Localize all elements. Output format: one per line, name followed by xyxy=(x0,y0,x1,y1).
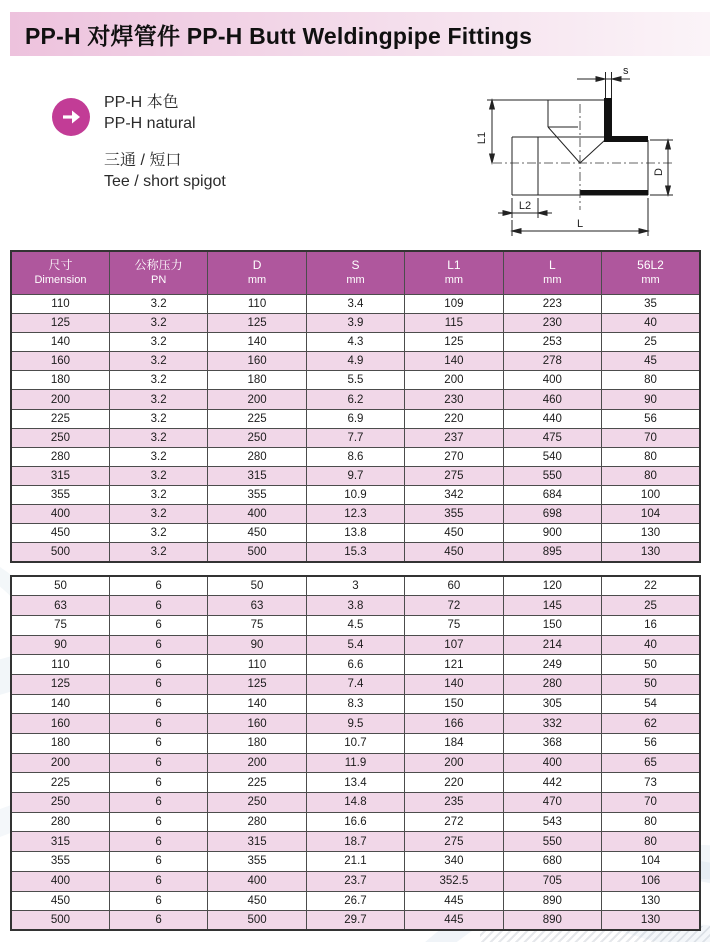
table-cell: 225 xyxy=(208,409,306,428)
table-cell: 250 xyxy=(208,428,306,447)
table-cell: 40 xyxy=(602,635,700,655)
table-cell: 13.8 xyxy=(306,524,404,543)
table-cell: 145 xyxy=(503,596,601,616)
table-cell: 250 xyxy=(208,793,306,813)
table-cell: 125 xyxy=(208,314,306,333)
table-cell: 684 xyxy=(503,485,601,504)
table-cell: 6 xyxy=(109,615,207,635)
table-cell: 160 xyxy=(11,714,109,734)
table-cell: 26.7 xyxy=(306,891,404,911)
spec-table-pn32 xyxy=(10,250,701,563)
table-cell: 460 xyxy=(503,390,601,409)
table-cell: 500 xyxy=(11,911,109,931)
table-cell: 550 xyxy=(503,466,601,485)
table-cell: 272 xyxy=(405,812,503,832)
table-cell: 3.4 xyxy=(306,295,404,314)
table-row xyxy=(11,832,700,852)
table-cell: 3.2 xyxy=(109,371,207,390)
table-row xyxy=(11,447,700,466)
table-cell: 332 xyxy=(503,714,601,734)
table-cell: 445 xyxy=(405,891,503,911)
table-cell: 3.9 xyxy=(306,314,404,333)
table-cell: 115 xyxy=(405,314,503,333)
table-cell: 3.2 xyxy=(109,524,207,543)
table-cell: 5.4 xyxy=(306,635,404,655)
table-row xyxy=(11,371,700,390)
table-row xyxy=(11,871,700,891)
column-header-s: S mm xyxy=(306,251,404,295)
table-row xyxy=(11,655,700,675)
table-cell: 280 xyxy=(208,812,306,832)
table-header-row xyxy=(11,251,700,295)
table-cell: 3.2 xyxy=(109,352,207,371)
table-cell: 23.7 xyxy=(306,871,404,891)
table-cell: 130 xyxy=(602,524,700,543)
table-cell: 200 xyxy=(208,390,306,409)
table-cell: 400 xyxy=(11,871,109,891)
table-cell: 450 xyxy=(208,524,306,543)
table-row xyxy=(11,674,700,694)
table-cell: 3.8 xyxy=(306,596,404,616)
table-row xyxy=(11,466,700,485)
table-cell: 125 xyxy=(11,314,109,333)
table-cell: 275 xyxy=(405,832,503,852)
table-cell: 250 xyxy=(11,793,109,813)
table-cell: 180 xyxy=(208,371,306,390)
table-cell: 160 xyxy=(208,352,306,371)
table-cell: 6 xyxy=(109,852,207,872)
table-cell: 280 xyxy=(503,674,601,694)
column-header-l1: L1 mm xyxy=(405,251,503,295)
table-cell: 56 xyxy=(602,409,700,428)
table-cell: 6 xyxy=(109,812,207,832)
table-cell: 140 xyxy=(11,333,109,352)
table-cell: 65 xyxy=(602,753,700,773)
table-cell: 106 xyxy=(602,871,700,891)
table-cell: 440 xyxy=(503,409,601,428)
table-cell: 12.3 xyxy=(306,505,404,524)
table-row xyxy=(11,576,700,596)
table-row xyxy=(11,390,700,409)
arrow-right-glyph xyxy=(59,105,83,129)
dim-label-s: s xyxy=(623,65,629,77)
weld-bead-branch xyxy=(604,98,612,138)
tee-fitting-drawing xyxy=(435,52,705,242)
table-cell: 9.5 xyxy=(306,714,404,734)
table-cell: 6 xyxy=(109,832,207,852)
table-cell: 80 xyxy=(602,371,700,390)
table-row xyxy=(11,295,700,314)
table-cell: 6.9 xyxy=(306,409,404,428)
table-cell: 110 xyxy=(208,295,306,314)
table-cell: 9.7 xyxy=(306,466,404,485)
table-cell: 3.2 xyxy=(109,428,207,447)
table-cell: 180 xyxy=(11,371,109,390)
table-row xyxy=(11,793,700,813)
table-cell: 200 xyxy=(11,390,109,409)
table-cell: 442 xyxy=(503,773,601,793)
table-body-pn6 xyxy=(11,576,700,930)
table-cell: 450 xyxy=(405,543,503,562)
table-cell: 130 xyxy=(602,891,700,911)
table-cell: 6 xyxy=(109,911,207,931)
table-cell: 237 xyxy=(405,428,503,447)
table-cell: 352.5 xyxy=(405,871,503,891)
spec-table-pn6 xyxy=(10,575,701,931)
table-cell: 50 xyxy=(11,576,109,596)
dim-label-d: D xyxy=(653,168,665,176)
table-cell: 140 xyxy=(208,694,306,714)
table-cell: 500 xyxy=(11,543,109,562)
table-cell: 3.2 xyxy=(109,314,207,333)
table-cell: 35 xyxy=(602,295,700,314)
table-cell: 80 xyxy=(602,812,700,832)
table-cell: 63 xyxy=(208,596,306,616)
table-cell: 80 xyxy=(602,466,700,485)
table-row xyxy=(11,734,700,754)
table-cell: 3 xyxy=(306,576,404,596)
table-row xyxy=(11,333,700,352)
table-cell: 7.4 xyxy=(306,674,404,694)
table-cell: 184 xyxy=(405,734,503,754)
column-header-l2: 56L2 mm xyxy=(602,251,700,295)
table-cell: 305 xyxy=(503,694,601,714)
table-cell: 8.3 xyxy=(306,694,404,714)
table-cell: 500 xyxy=(208,543,306,562)
product-name-zh: 三通 / 短口 xyxy=(104,152,182,169)
table-cell: 368 xyxy=(503,734,601,754)
table-cell: 50 xyxy=(602,655,700,675)
table-cell: 6 xyxy=(109,596,207,616)
table-cell: 500 xyxy=(208,911,306,931)
table-row xyxy=(11,891,700,911)
table-cell: 62 xyxy=(602,714,700,734)
table-cell: 475 xyxy=(503,428,601,447)
table-row xyxy=(11,505,700,524)
table-cell: 18.7 xyxy=(306,832,404,852)
table-row xyxy=(11,314,700,333)
table-cell: 75 xyxy=(405,615,503,635)
table-cell: 3.2 xyxy=(109,295,207,314)
table-cell: 75 xyxy=(208,615,306,635)
table-cell: 540 xyxy=(503,447,601,466)
table-cell: 109 xyxy=(405,295,503,314)
table-cell: 550 xyxy=(503,832,601,852)
table-cell: 110 xyxy=(11,295,109,314)
table-cell: 125 xyxy=(208,674,306,694)
table-cell: 54 xyxy=(602,694,700,714)
table-cell: 104 xyxy=(602,852,700,872)
table-cell: 450 xyxy=(11,524,109,543)
table-cell: 14.8 xyxy=(306,793,404,813)
table-cell: 6.2 xyxy=(306,390,404,409)
table-cell: 45 xyxy=(602,352,700,371)
table-row xyxy=(11,694,700,714)
material-name-en: PP-H natural xyxy=(104,115,196,132)
table-cell: 110 xyxy=(208,655,306,675)
table-cell: 125 xyxy=(11,674,109,694)
table-cell: 400 xyxy=(208,871,306,891)
table-cell: 56 xyxy=(602,734,700,754)
table-cell: 225 xyxy=(208,773,306,793)
table-cell: 15.3 xyxy=(306,543,404,562)
table-cell: 10.7 xyxy=(306,734,404,754)
table-row xyxy=(11,911,700,931)
table-cell: 16.6 xyxy=(306,812,404,832)
table-cell: 104 xyxy=(602,505,700,524)
table-row xyxy=(11,753,700,773)
table-cell: 6 xyxy=(109,635,207,655)
page-title: PP-H 对焊管件 PP-H Butt Weldingpipe Fittings xyxy=(25,22,533,49)
table-cell: 6 xyxy=(109,871,207,891)
table-cell: 6 xyxy=(109,655,207,675)
table-cell: 70 xyxy=(602,793,700,813)
table-cell: 11.9 xyxy=(306,753,404,773)
table-row xyxy=(11,352,700,371)
table-cell: 100 xyxy=(602,485,700,504)
table-row xyxy=(11,596,700,616)
intro-text xyxy=(104,92,226,192)
table-cell: 25 xyxy=(602,333,700,352)
table-cell: 223 xyxy=(503,295,601,314)
table-cell: 315 xyxy=(11,832,109,852)
table-cell: 400 xyxy=(208,505,306,524)
weld-bead-bottom xyxy=(580,190,648,195)
table-cell: 445 xyxy=(405,911,503,931)
table-cell: 150 xyxy=(405,694,503,714)
table-cell: 90 xyxy=(11,635,109,655)
material-name-zh: PP-H 本色 xyxy=(104,94,179,111)
table-cell: 3.2 xyxy=(109,505,207,524)
table-cell: 90 xyxy=(208,635,306,655)
table-cell: 130 xyxy=(602,911,700,931)
table-cell: 275 xyxy=(405,466,503,485)
table-cell: 6.6 xyxy=(306,655,404,675)
table-cell: 355 xyxy=(208,852,306,872)
table-cell: 125 xyxy=(405,333,503,352)
table-cell: 63 xyxy=(11,596,109,616)
table-cell: 705 xyxy=(503,871,601,891)
table-cell: 470 xyxy=(503,793,601,813)
table-cell: 13.4 xyxy=(306,773,404,793)
table-cell: 450 xyxy=(208,891,306,911)
table-row xyxy=(11,543,700,562)
table-row xyxy=(11,773,700,793)
table-cell: 110 xyxy=(11,655,109,675)
table-cell: 50 xyxy=(208,576,306,596)
table-cell: 200 xyxy=(11,753,109,773)
table-cell: 249 xyxy=(503,655,601,675)
table-row xyxy=(11,714,700,734)
table-cell: 120 xyxy=(503,576,601,596)
table-cell: 450 xyxy=(405,524,503,543)
product-name-en: Tee / short spigot xyxy=(104,173,226,190)
table-cell: 60 xyxy=(405,576,503,596)
table-cell: 21.1 xyxy=(306,852,404,872)
table-cell: 355 xyxy=(11,852,109,872)
table-cell: 890 xyxy=(503,911,601,931)
table-row xyxy=(11,485,700,504)
arrow-right-circle-icon xyxy=(52,98,90,136)
table-cell: 200 xyxy=(405,753,503,773)
table-cell: 29.7 xyxy=(306,911,404,931)
table-cell: 3.2 xyxy=(109,390,207,409)
table-cell: 698 xyxy=(503,505,601,524)
table-cell: 160 xyxy=(11,352,109,371)
table-cell: 230 xyxy=(405,390,503,409)
table-cell: 3.2 xyxy=(109,466,207,485)
table-cell: 270 xyxy=(405,447,503,466)
table-row xyxy=(11,635,700,655)
column-header-d: D mm xyxy=(208,251,306,295)
table-cell: 6 xyxy=(109,714,207,734)
table-cell: 315 xyxy=(208,466,306,485)
table-cell: 250 xyxy=(11,428,109,447)
table-cell: 895 xyxy=(503,543,601,562)
table-cell: 890 xyxy=(503,891,601,911)
table-cell: 6 xyxy=(109,734,207,754)
table-cell: 180 xyxy=(208,734,306,754)
table-cell: 220 xyxy=(405,409,503,428)
table-row xyxy=(11,615,700,635)
table-cell: 72 xyxy=(405,596,503,616)
table-cell: 50 xyxy=(602,674,700,694)
table-cell: 315 xyxy=(11,466,109,485)
table-cell: 160 xyxy=(208,714,306,734)
weld-bead-right xyxy=(604,136,648,142)
table-cell: 900 xyxy=(503,524,601,543)
table-cell: 22 xyxy=(602,576,700,596)
table-cell: 90 xyxy=(602,390,700,409)
table-cell: 4.5 xyxy=(306,615,404,635)
table-cell: 3.2 xyxy=(109,409,207,428)
table-cell: 278 xyxy=(503,352,601,371)
table-cell: 80 xyxy=(602,447,700,466)
table-cell: 140 xyxy=(11,694,109,714)
table-cell: 121 xyxy=(405,655,503,675)
table-cell: 140 xyxy=(405,352,503,371)
table-cell: 25 xyxy=(602,596,700,616)
table-cell: 5.5 xyxy=(306,371,404,390)
table-cell: 315 xyxy=(208,832,306,852)
table-cell: 450 xyxy=(11,891,109,911)
table-cell: 400 xyxy=(11,505,109,524)
table-cell: 200 xyxy=(405,371,503,390)
table-cell: 6 xyxy=(109,793,207,813)
table-cell: 130 xyxy=(602,543,700,562)
table-row xyxy=(11,409,700,428)
table-cell: 75 xyxy=(11,615,109,635)
table-cell: 73 xyxy=(602,773,700,793)
table-cell: 6 xyxy=(109,753,207,773)
table-row xyxy=(11,812,700,832)
table-cell: 3.2 xyxy=(109,447,207,466)
table-cell: 230 xyxy=(503,314,601,333)
table-cell: 280 xyxy=(11,447,109,466)
table-cell: 235 xyxy=(405,793,503,813)
table-cell: 80 xyxy=(602,832,700,852)
table-cell: 340 xyxy=(405,852,503,872)
table-cell: 225 xyxy=(11,409,109,428)
table-cell: 7.7 xyxy=(306,428,404,447)
column-header-dimension: 尺寸 Dimension xyxy=(11,251,109,295)
dim-label-l: L xyxy=(576,218,584,230)
table-cell: 400 xyxy=(503,753,601,773)
table-cell: 225 xyxy=(11,773,109,793)
table-cell: 180 xyxy=(11,734,109,754)
table-cell: 355 xyxy=(208,485,306,504)
table-cell: 220 xyxy=(405,773,503,793)
table-cell: 4.9 xyxy=(306,352,404,371)
column-header-pn: 公称压力 PN xyxy=(109,251,207,295)
title-bar xyxy=(10,12,710,56)
table-cell: 6 xyxy=(109,576,207,596)
table-cell: 70 xyxy=(602,428,700,447)
table-cell: 107 xyxy=(405,635,503,655)
table-cell: 3.2 xyxy=(109,333,207,352)
table-row xyxy=(11,852,700,872)
table-cell: 8.6 xyxy=(306,447,404,466)
table-cell: 6 xyxy=(109,694,207,714)
table-cell: 6 xyxy=(109,674,207,694)
table-cell: 150 xyxy=(503,615,601,635)
column-header-l: L mm xyxy=(503,251,601,295)
table-cell: 355 xyxy=(405,505,503,524)
table-cell: 342 xyxy=(405,485,503,504)
table-cell: 3.2 xyxy=(109,543,207,562)
table-cell: 214 xyxy=(503,635,601,655)
table-cell: 4.3 xyxy=(306,333,404,352)
table-cell: 10.9 xyxy=(306,485,404,504)
dim-label-l2: L2 xyxy=(518,200,532,212)
table-cell: 40 xyxy=(602,314,700,333)
table-cell: 280 xyxy=(208,447,306,466)
table-cell: 166 xyxy=(405,714,503,734)
table-row xyxy=(11,428,700,447)
table-cell: 16 xyxy=(602,615,700,635)
table-cell: 543 xyxy=(503,812,601,832)
table-cell: 355 xyxy=(11,485,109,504)
table-cell: 280 xyxy=(11,812,109,832)
table-cell: 400 xyxy=(503,371,601,390)
table-cell: 200 xyxy=(208,753,306,773)
table-cell: 6 xyxy=(109,773,207,793)
table-cell: 3.2 xyxy=(109,485,207,504)
table-cell: 6 xyxy=(109,891,207,911)
dim-label-l1: L1 xyxy=(476,131,488,145)
table-row xyxy=(11,524,700,543)
table-cell: 140 xyxy=(208,333,306,352)
table-cell: 253 xyxy=(503,333,601,352)
table-cell: 140 xyxy=(405,674,503,694)
table-cell: 680 xyxy=(503,852,601,872)
table-body-pn32 xyxy=(11,295,700,562)
